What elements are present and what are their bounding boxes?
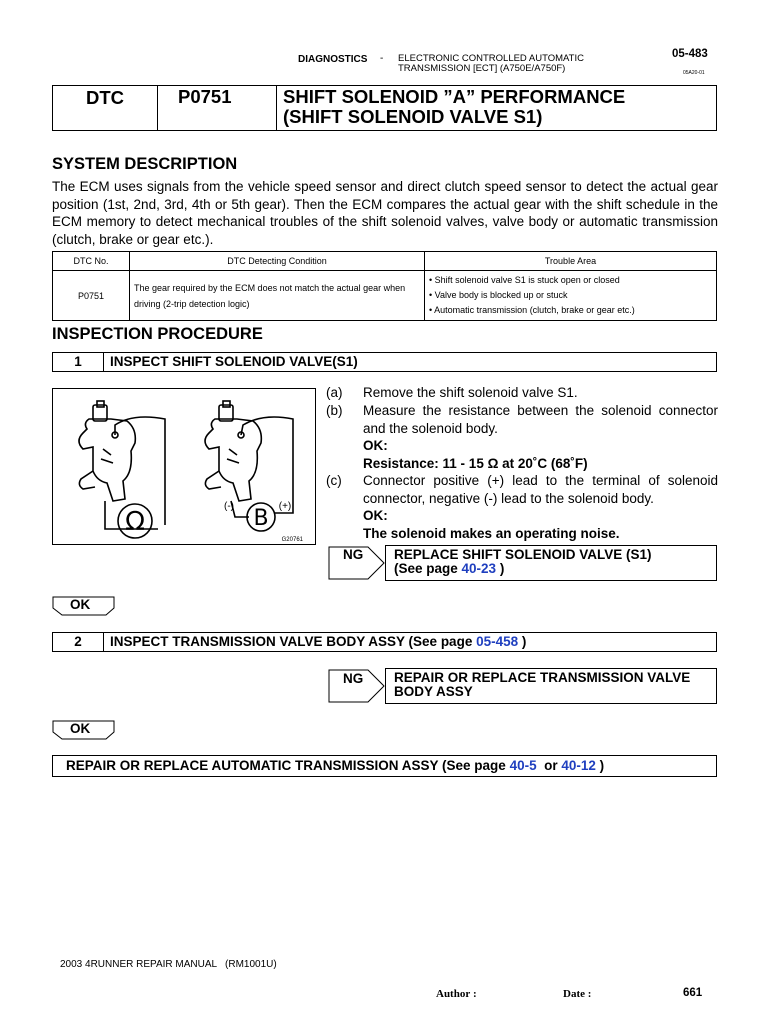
footer-manual: 2003 4RUNNER REPAIR MANUAL (RM1001U) — [60, 959, 277, 970]
system-description-body: The ECM uses signals from the vehicle speed sensor and direct clutch speed sensor to detect the actual gear position (1st, 2nd, 3rd, 4th or 5th gear). Then the ECM compares the actual gear with the shift schedule in the ECM memory to detect mechanical troubles of the shift solenoid valves, valve body or automatic transmission (clutch, brake or gear etc.). — [52, 179, 718, 247]
solenoid-right-icon — [205, 401, 293, 517]
trouble-area-item: • Shift solenoid valve S1 is stuck open or closed — [429, 275, 620, 285]
dtc-title — [277, 86, 717, 131]
instruction-c-text: Connector positive (+) lead to the terminal of solenoid connector, negative (-) lead to the solenoid body. — [363, 473, 718, 506]
step2-title — [110, 633, 526, 651]
step1-ng-label: NG — [343, 547, 364, 562]
instruction-b-ok: OK: — [363, 438, 388, 453]
final-action-text — [66, 757, 604, 775]
col-trouble-area: Trouble Area — [425, 252, 717, 271]
dtc-detail-table — [52, 251, 717, 321]
step2-title-prefix: INSPECT TRANSMISSION VALVE BODY ASSY (See page — [110, 634, 477, 649]
header-title-line1: ELECTRONIC CONTROLLED AUTOMATIC — [398, 53, 584, 64]
step1-title: INSPECT SHIFT SOLENOID VALVE(S1) — [110, 354, 358, 369]
cell-trouble-area — [425, 271, 717, 321]
instruction-c-ok: OK: — [363, 508, 388, 523]
step1-ng-page-link[interactable]: 40-23 — [461, 561, 497, 576]
step2-ng-text-line2: BODY ASSY — [394, 684, 473, 699]
step1-ng-text-line2 — [394, 562, 708, 576]
col-dtc-no: DTC No. — [53, 252, 130, 271]
header-page-code: 05-483 — [672, 48, 708, 60]
header-title-line2: TRANSMISSION [ECT] (A750E/A750F) — [398, 63, 566, 74]
dtc-code: P0751 — [158, 86, 277, 131]
inspection-heading: INSPECTION PROCEDURE — [52, 325, 263, 343]
trouble-area-item: • Valve body is blocked up or stuck — [429, 290, 568, 300]
minus-label: (-) — [224, 501, 234, 512]
ohm-symbol: Ω — [125, 507, 145, 537]
plus-label: (+) — [278, 501, 292, 512]
step1-ng-text-line1: REPLACE SHIFT SOLENOID VALVE (S1) — [394, 547, 652, 562]
step1-ng-suffix: ) — [496, 561, 505, 576]
step2-ng-text-line1: REPAIR OR REPLACE TRANSMISSION VALVE — [394, 670, 691, 685]
step2-box — [52, 632, 717, 652]
solenoid-figure — [52, 388, 316, 545]
trouble-area-item: • Automatic transmission (clutch, brake or gear etc.) — [429, 305, 635, 315]
header-title — [398, 54, 668, 74]
instruction-b-text: Measure the resistance between the solenoid connector and the solenoid body. — [363, 403, 718, 436]
table-row — [53, 271, 717, 321]
final-action-box — [52, 755, 717, 777]
col-condition: DTC Detecting Condition — [130, 252, 425, 271]
step2-title-suffix: ) — [518, 634, 527, 649]
system-description-heading: SYSTEM DESCRIPTION — [52, 155, 238, 173]
instruction-b-label: (b) — [326, 403, 343, 418]
step2-number: 2 — [53, 633, 104, 651]
instruction-a-label: (a) — [326, 385, 343, 400]
instruction-b — [326, 402, 718, 472]
step1-ng-prefix: (See page — [394, 561, 462, 576]
header-section: DIAGNOSTICS — [298, 54, 368, 65]
instruction-c — [326, 472, 718, 542]
footer-date-label: Date : — [563, 988, 592, 1000]
footer-page-number: 661 — [683, 987, 703, 999]
final-page-link-1[interactable]: 40-5 — [509, 758, 537, 773]
step1-ok-label: OK — [70, 597, 91, 612]
cell-dtc-no: P0751 — [53, 271, 130, 321]
final-suffix: ) — [595, 758, 605, 773]
instruction-b-spec: Resistance: 11 - 15 Ω at 20˚C (68˚F) — [363, 455, 588, 471]
dtc-label: DTC — [53, 86, 158, 131]
header-dash: - — [380, 53, 384, 64]
instruction-c-spec: The solenoid makes an operating noise. — [363, 525, 620, 541]
step2-ok-label: OK — [70, 721, 91, 736]
instruction-c-label: (c) — [326, 473, 342, 488]
instruction-a-text: Remove the shift solenoid valve S1. — [363, 385, 578, 400]
instruction-a — [326, 384, 718, 402]
step1-ng-result — [385, 545, 717, 581]
dtc-title-line2: (SHIFT SOLENOID VALVE S1) — [283, 106, 543, 127]
dtc-title-table — [52, 85, 717, 131]
step1-number: 1 — [53, 353, 104, 371]
step2-ng-result — [385, 668, 717, 704]
final-middle: or — [536, 758, 562, 773]
solenoid-diagram — [53, 389, 315, 544]
step2-ng-label: NG — [343, 671, 364, 686]
dtc-title-line1: SHIFT SOLENOID ”A” PERFORMANCE — [283, 86, 626, 107]
header-doc-code: 05A20-01 — [683, 70, 705, 76]
footer-author-label: Author : — [436, 988, 477, 1000]
final-page-link-2[interactable]: 40-12 — [561, 758, 596, 773]
step2-page-link[interactable]: 05-458 — [476, 634, 519, 649]
final-prefix: REPAIR OR REPLACE AUTOMATIC TRANSMISSION ASSY (See page — [66, 758, 510, 773]
figure-id: G20761 — [281, 537, 303, 543]
step1-box — [52, 352, 717, 372]
battery-symbol: B — [253, 506, 269, 531]
cell-condition: The gear required by the ECM does not match the actual gear when driving (2-trip detection logic) — [130, 271, 425, 321]
